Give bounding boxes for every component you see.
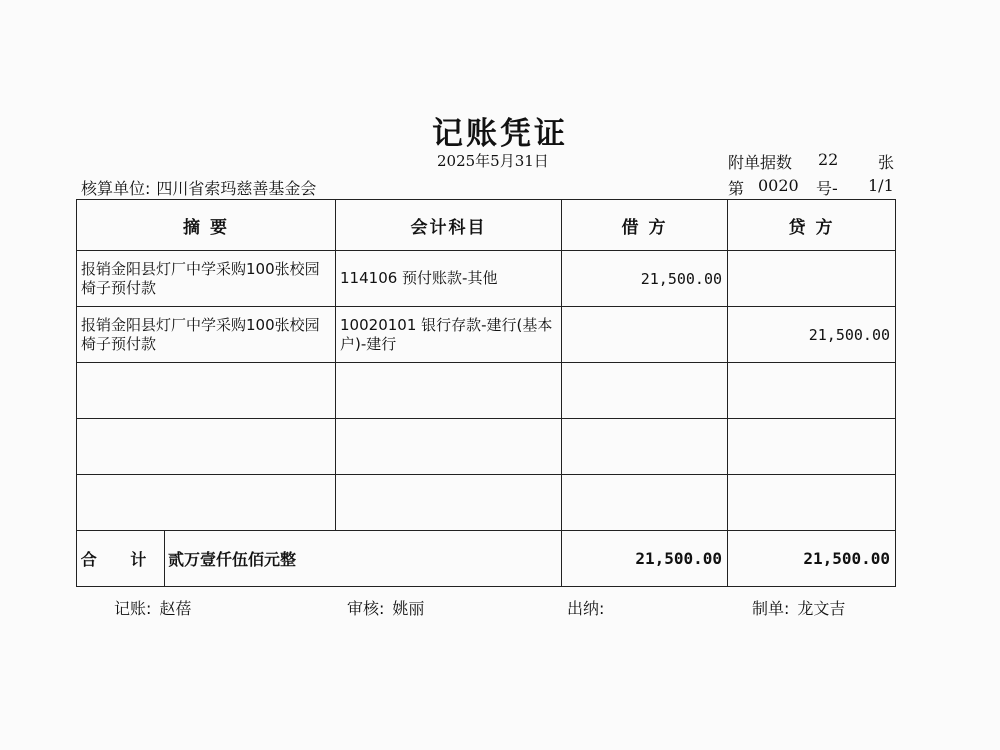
row-credit: [728, 419, 896, 475]
accounting-unit: [81, 176, 316, 199]
cashier-label: 出纳:: [567, 599, 605, 618]
header-debit: 借 方: [562, 200, 728, 251]
unit-name: 四川省索玛慈善基金会: [156, 179, 317, 198]
row-summary: 报销金阳县灯厂中学采购100张校园椅子预付款: [81, 259, 320, 297]
header-credit: 贷 方: [728, 200, 896, 251]
total-debit: 21,500.00: [562, 531, 728, 587]
total-row: [77, 531, 896, 587]
number-prefix: 第: [728, 179, 745, 198]
voucher-date: 2025年5月31日: [437, 152, 549, 170]
row-debit: [562, 475, 728, 531]
preparer-signature: [752, 596, 845, 619]
row-debit: [562, 419, 728, 475]
total-chinese-amount: 贰万壹仟伍佰元整: [165, 531, 562, 587]
voucher-table: [76, 199, 896, 587]
number-value: 0020: [758, 176, 799, 195]
row-debit: [562, 307, 728, 363]
table-row: [77, 419, 896, 475]
auditor-signature: [347, 596, 424, 619]
preparer-name: 龙文吉: [797, 599, 846, 618]
row-credit: [728, 475, 896, 531]
bookkeeper-signature: [114, 596, 191, 619]
attachments-label: 附单据数: [728, 153, 793, 172]
attachments-info: [728, 150, 895, 173]
preparer-label: 制单:: [752, 599, 790, 618]
row-account: 114106 预付账款-其他: [340, 269, 498, 287]
attachments-unit: 张: [878, 153, 895, 172]
table-row: [77, 363, 896, 419]
cashier-signature: [567, 596, 612, 619]
table-header-row: [77, 200, 896, 251]
table-row: [77, 251, 896, 307]
row-debit: 21,500.00: [562, 251, 728, 307]
row-account: 10020101 银行存款-建行(基本户)-建行: [340, 315, 553, 353]
header-summary: 摘 要: [77, 200, 336, 251]
bookkeeper-name: 赵蓓: [159, 599, 192, 618]
number-suffix: 号-: [816, 179, 838, 198]
bookkeeper-label: 记账:: [114, 599, 152, 618]
page-number: 1/1: [868, 176, 894, 195]
row-credit: [728, 363, 896, 419]
voucher-title: 记账凭证: [432, 116, 568, 152]
row-credit: 21,500.00: [728, 307, 896, 363]
table-row: [77, 475, 896, 531]
total-label: 合 计: [77, 531, 165, 587]
auditor-name: 姚丽: [392, 599, 425, 618]
row-summary: 报销金阳县灯厂中学采购100张校园椅子预付款: [81, 315, 320, 353]
auditor-label: 审核:: [347, 599, 385, 618]
table-row: [77, 307, 896, 363]
unit-label: 核算单位:: [81, 179, 151, 198]
total-credit: 21,500.00: [728, 531, 896, 587]
header-account: 会计科目: [336, 200, 562, 251]
attachments-count: 22: [818, 150, 839, 169]
row-debit: [562, 363, 728, 419]
row-credit: [728, 251, 896, 307]
